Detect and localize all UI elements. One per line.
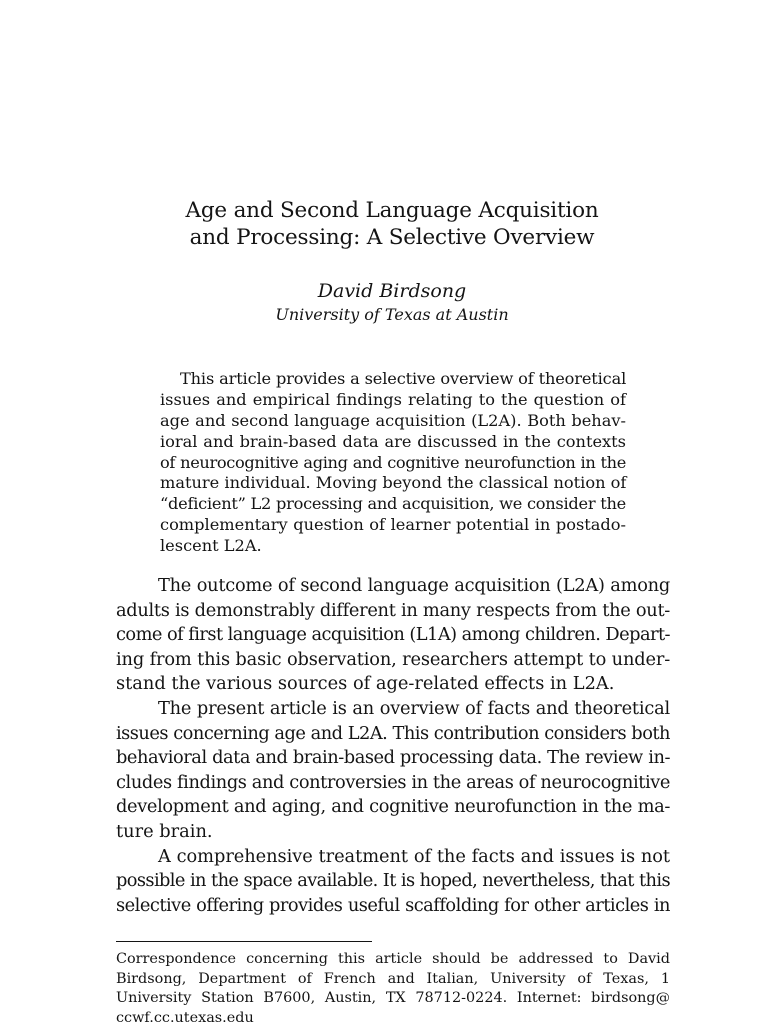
body-line: stand the various sources of age-related effects in L2A. bbox=[116, 673, 615, 695]
abstract-line: complementary question of learner potential in postado- bbox=[160, 515, 626, 535]
abstract-line: ioral and brain-based data are discussed in the contexts bbox=[160, 431, 626, 451]
body-line: development and aging, and cognitive neurofunction in the ma- bbox=[116, 796, 670, 818]
abstract-line: of neurocognitive aging and cognitive neurofunction in the bbox=[160, 452, 626, 472]
footnote-line: Birdsong, Department of French and Italian, University of Texas, 1 bbox=[116, 970, 670, 987]
footnote bbox=[116, 950, 670, 1028]
footnote-divider bbox=[116, 941, 372, 942]
body-line: adults is demonstrably different in many respects from the out- bbox=[116, 599, 670, 621]
abstract bbox=[160, 369, 626, 557]
body-line: cludes findings and controversies in the areas of neurocognitive bbox=[116, 771, 671, 793]
abstract-line: This article provides a selective overview of theoretical bbox=[180, 369, 627, 388]
title-line-2: and Processing: A Selective Overview bbox=[189, 225, 595, 250]
abstract-line: issues and empirical findings relating to the question of bbox=[160, 389, 626, 409]
footnote-line: ccwf.cc.utexas.edu bbox=[116, 1009, 254, 1026]
body-text bbox=[116, 574, 670, 918]
body-line: ing from this basic observation, researchers attempt to under- bbox=[116, 648, 671, 670]
body-line: possible in the space available. It is hoped, nevertheless, that this bbox=[116, 870, 670, 892]
body-line: The outcome of second language acquisition (L2A) among bbox=[158, 575, 670, 596]
footnote-line: University Station B7600, Austin, TX 78712-0224. Internet: birdsong@ bbox=[116, 990, 670, 1007]
article-title bbox=[0, 197, 768, 251]
body-line: A comprehensive treatment of the facts and issues is not bbox=[158, 845, 670, 867]
body-line: issues concerning age and L2A. This contribution considers both bbox=[116, 722, 670, 744]
abstract-line: lescent L2A. bbox=[160, 536, 262, 556]
title-line-1: Age and Second Language Acquisition bbox=[185, 198, 599, 223]
body-line: come of first language acquisition (L1A) among children. Depart- bbox=[116, 624, 670, 646]
body-line: ture brain. bbox=[116, 820, 213, 842]
body-line: The present article is an overview of facts and theoretical bbox=[158, 697, 670, 719]
footnote-line: Correspondence concerning this article should be addressed to David bbox=[116, 951, 670, 967]
body-line: selective offering provides useful scaffolding for other articles in bbox=[116, 894, 670, 916]
body-line: behavioral data and brain-based processing data. The review in- bbox=[116, 747, 670, 769]
abstract-line: age and second language acquisition (L2A). Both behav- bbox=[160, 410, 626, 430]
author-name: David Birdsong bbox=[317, 280, 467, 302]
abstract-line: mature individual. Moving beyond the classical notion of bbox=[160, 473, 627, 493]
author-affiliation: University of Texas at Austin bbox=[275, 305, 509, 324]
abstract-line: “deficient” L2 processing and acquisition, we consider the bbox=[160, 494, 627, 514]
